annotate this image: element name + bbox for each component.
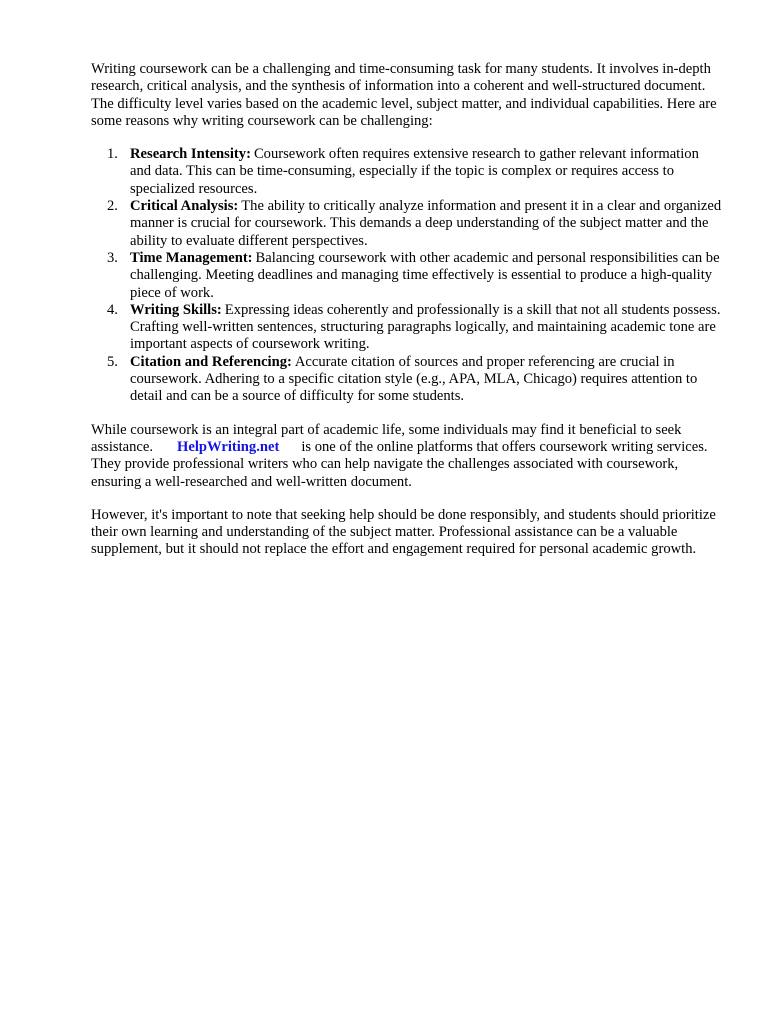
- reasons-list: [91, 146, 723, 405]
- reason-term: Writing Skills:: [130, 301, 222, 318]
- reason-number: 2.: [107, 198, 118, 215]
- reason-text: Balancing coursework with other academic and personal responsibilities can be challenging. Meeting deadlines and managing time effectively is essential to produce a high-quality piece of work.: [130, 249, 720, 301]
- reason-number: 3.: [107, 249, 118, 266]
- reason-text: Coursework often requires extensive research to gather relevant information and data. This can be time-consuming, especially if the topic is complex or requires access to specialized resources.: [130, 146, 699, 197]
- reason-term: Research Intensity:: [130, 146, 251, 163]
- reason-item: [107, 353, 723, 406]
- assistance-text-before: While coursework is an integral part of academic life, some individuals may find it beneficial to seek assistance.: [91, 421, 682, 455]
- reason-number: 1.: [107, 146, 118, 163]
- reason-term: Time Management:: [130, 249, 253, 266]
- reason-item: [107, 301, 723, 354]
- reason-item: [107, 198, 723, 250]
- helpwriting-link[interactable]: HelpWriting.net: [177, 438, 280, 455]
- intro-paragraph: Writing coursework can be a challenging and time-consuming task for many students. It involves in-depth research, critical analysis, and the synthesis of information into a coherent and well-structured document. The difficulty level varies based on the academic level, subject matter, and individual capabilities. Here are some reasons why writing coursework can be challenging:: [91, 61, 717, 129]
- reason-text: The ability to critically analyze information and present it in a clear and organized manner is crucial for coursework. This demands a deep understanding of the subject matter and the ability to evaluate different perspectives.: [130, 198, 722, 249]
- reason-number: 4.: [107, 301, 118, 318]
- reason-term: Citation and Referencing:: [130, 353, 292, 370]
- closing-paragraph: However, it's important to note that seeking help should be done responsibly, and students should prioritize their own learning and understanding of the subject matter. Professional assistance can be a valuable supplement, but it should not replace the effort and engagement required for personal academic growth.: [91, 506, 716, 558]
- assistance-paragraph: [91, 422, 723, 491]
- assistance-text-after: is one of the online platforms that offers coursework writing services. They provide professional writers who can help navigate the challenges associated with coursework, ensuring a well-researched and well-written document.: [91, 438, 708, 490]
- document-page: [91, 61, 723, 559]
- reason-item: [107, 249, 723, 302]
- reason-term: Critical Analysis:: [130, 198, 239, 215]
- reason-text: Accurate citation of sources and proper referencing are crucial in coursework. Adhering to a specific citation style (e.g., APA, MLA, Chicago) requires attention to detail and can be a source of difficulty for some students.: [130, 353, 698, 405]
- reason-text: Expressing ideas coherently and professionally is a skill that not all students possess. Crafting well-written sentences, structuring paragraphs logically, and maintaining academic tone are important aspects of coursework writing.: [130, 301, 721, 353]
- reason-item: [107, 146, 723, 198]
- reason-number: 5.: [107, 353, 118, 370]
